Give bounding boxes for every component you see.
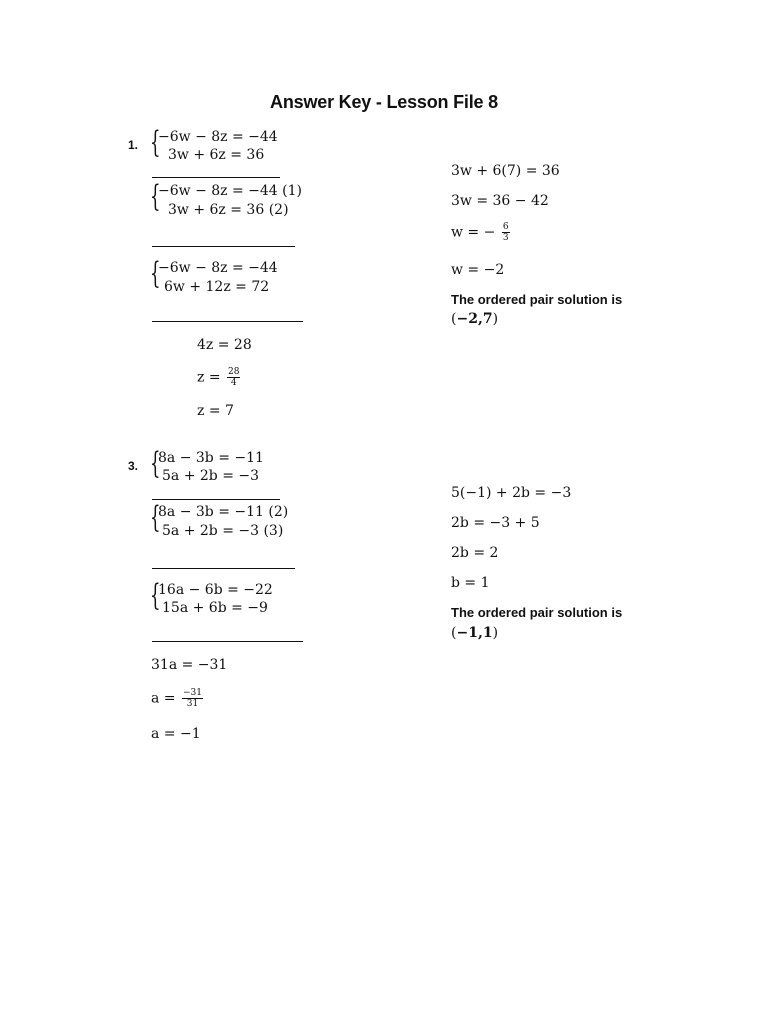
equation: −6w − 8z = −44 [158,129,278,145]
equation: 5a + 2b = −3 [162,468,260,484]
equation: 8a − 3b = −11 [158,450,264,466]
solution-pair: (−2,7) [451,311,499,327]
system-brace: { [150,256,161,291]
divider [152,321,303,322]
page-title: Answer Key - Lesson File 8 [270,92,498,112]
system-brace: { [150,578,161,613]
system-brace: { [150,446,161,481]
equation: 4z = 28 [197,337,252,353]
equation: w = −2 [451,262,505,278]
equation: 3w + 6z = 36 [168,147,265,163]
equation: w = − $\frac{6}{3}$ [451,222,509,243]
system-brace: { [150,125,161,160]
equation: 5(−1) + 2b = −3 [451,485,572,501]
divider [152,177,280,178]
divider [152,641,303,642]
equation: 15a + 6b = −9 [162,600,268,616]
equation: 3w + 6(7) = 36 [451,163,560,179]
divider [152,499,280,500]
equation: −6w − 8z = −44 [158,260,278,276]
divider [152,568,295,569]
solution-text: The ordered pair solution is [451,292,623,307]
equation: 3w + 6z = 36 (2) [168,202,289,218]
problem-number: 1. [128,138,139,152]
equation: 6w + 12z = 72 [164,279,270,295]
solution-text: The ordered pair solution is [451,605,623,620]
equation: 8a − 3b = −11 (2) [158,504,289,520]
equation: b = 1 [451,575,490,591]
equation: 16a − 6b = −22 [158,582,273,598]
system-brace: { [150,179,161,214]
equation: z = 7 [197,403,234,419]
equation: a = −1 [151,726,201,742]
equation: a = $\frac{-31}{31}$ [151,688,202,709]
divider [152,246,295,247]
system-brace: { [150,500,161,535]
equation: 5a + 2b = −3 (3) [162,523,284,539]
equation: z = $\frac{28}{4}$ [197,367,240,388]
equation: 2b = 2 [451,545,499,561]
equation: −6w − 8z = −44 (1) [158,183,302,199]
equation: 3w = 36 − 42 [451,193,549,209]
solution-pair: (−1,1) [451,625,499,641]
equation: 31a = −31 [151,657,228,673]
problem-number: 3. [128,459,139,473]
equation: 2b = −3 + 5 [451,515,540,531]
